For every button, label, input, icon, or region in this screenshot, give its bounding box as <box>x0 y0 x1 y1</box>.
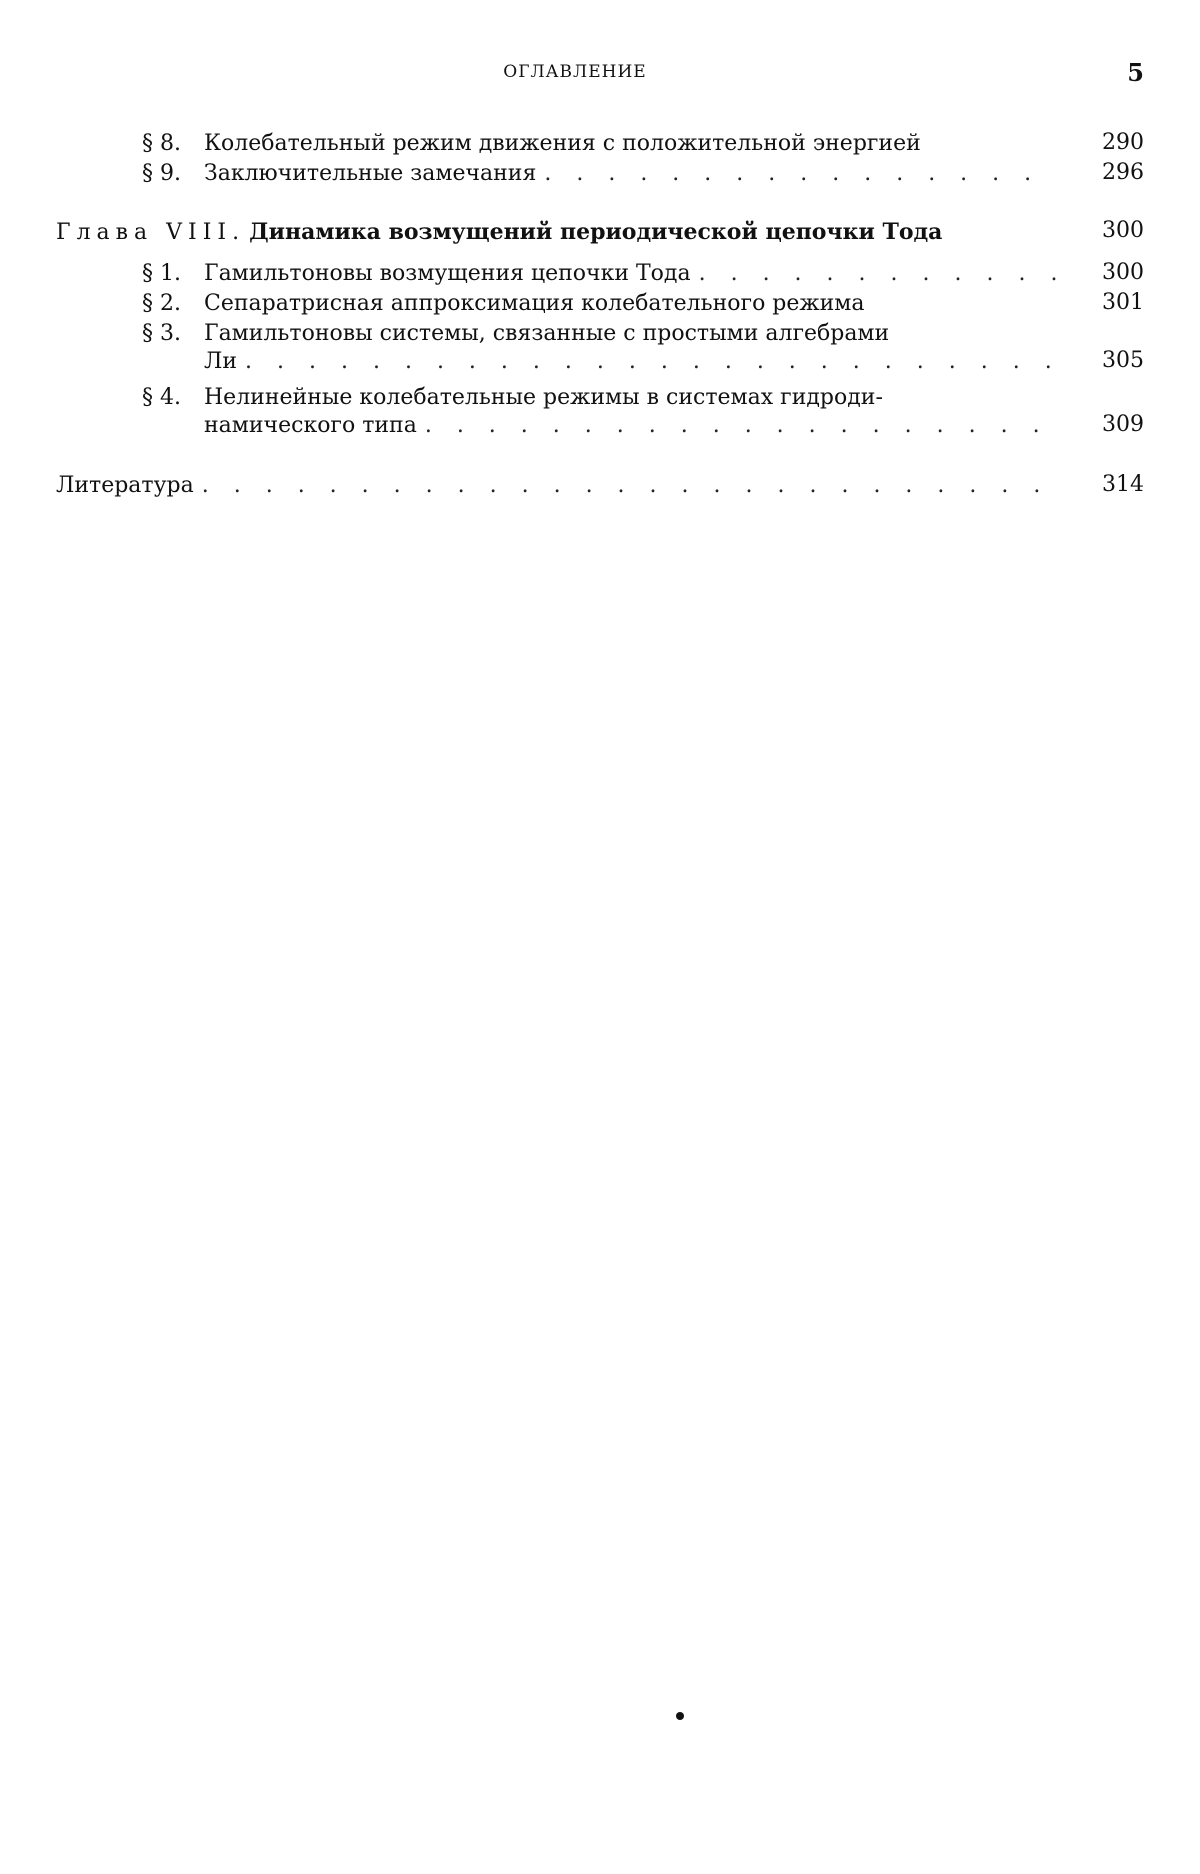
toc-entry-section-4[interactable] <box>142 384 1060 440</box>
section-title-line-1: Гамильтоновы системы, связанные с простыми алгебрами <box>204 321 890 346</box>
toc-entry-literature[interactable] <box>56 472 1060 500</box>
dot-leader <box>544 160 1056 188</box>
section-title: Гамильтоновы возмущения цепочки Тода <box>204 261 691 286</box>
dot-leader <box>245 348 1056 376</box>
section-number: § 9. <box>142 161 181 186</box>
header-title: ОГЛАВЛЕНИЕ <box>503 62 647 82</box>
section-number: § 3. <box>142 321 181 346</box>
toc-page-number: 309 <box>1102 412 1144 437</box>
toc-page-number: 314 <box>1102 472 1144 497</box>
toc-entry-section-9[interactable] <box>142 160 1060 188</box>
section-number: § 1. <box>142 261 181 286</box>
toc-page-number: 300 <box>1102 218 1144 243</box>
toc-entry-section-8[interactable] <box>142 130 1060 158</box>
dot-leader <box>699 260 1056 288</box>
chapter-label: Глава VIII. <box>56 220 246 245</box>
section-title-line-2: Ли <box>204 349 238 374</box>
section-title-line-2: намического типа <box>204 413 417 438</box>
print-dot-mark <box>676 1712 684 1720</box>
dot-leader <box>202 472 1056 500</box>
literature-title: Литература <box>56 473 194 498</box>
header-page-number: 5 <box>1127 58 1144 87</box>
toc-entry-chapter-8[interactable] <box>56 218 1060 247</box>
toc-entry-section-2[interactable] <box>142 290 1060 318</box>
dot-leader <box>425 412 1056 440</box>
toc-page-number: 296 <box>1102 160 1144 185</box>
toc-page-number: 290 <box>1102 130 1144 155</box>
toc-entry-section-1[interactable] <box>142 260 1060 288</box>
section-title: Заключительные замечания <box>204 161 537 186</box>
running-header <box>0 58 1200 88</box>
toc-page-number: 301 <box>1102 290 1144 315</box>
section-title-line-1: Нелинейные колебательные режимы в системах гидроди- <box>204 385 883 410</box>
section-number: § 8. <box>142 131 181 156</box>
section-title: Колебательный режим движения с положительной энергией <box>204 131 921 156</box>
toc-entry-section-3[interactable] <box>142 320 1060 376</box>
toc-page-number: 305 <box>1102 348 1144 373</box>
section-title: Сепаратрисная аппроксимация колебательного режима <box>204 291 865 316</box>
toc-page-number: 300 <box>1102 260 1144 285</box>
chapter-title: Динамика возмущений периодической цепочки Тода <box>249 219 943 245</box>
section-number: § 2. <box>142 291 181 316</box>
section-number: § 4. <box>142 385 181 410</box>
